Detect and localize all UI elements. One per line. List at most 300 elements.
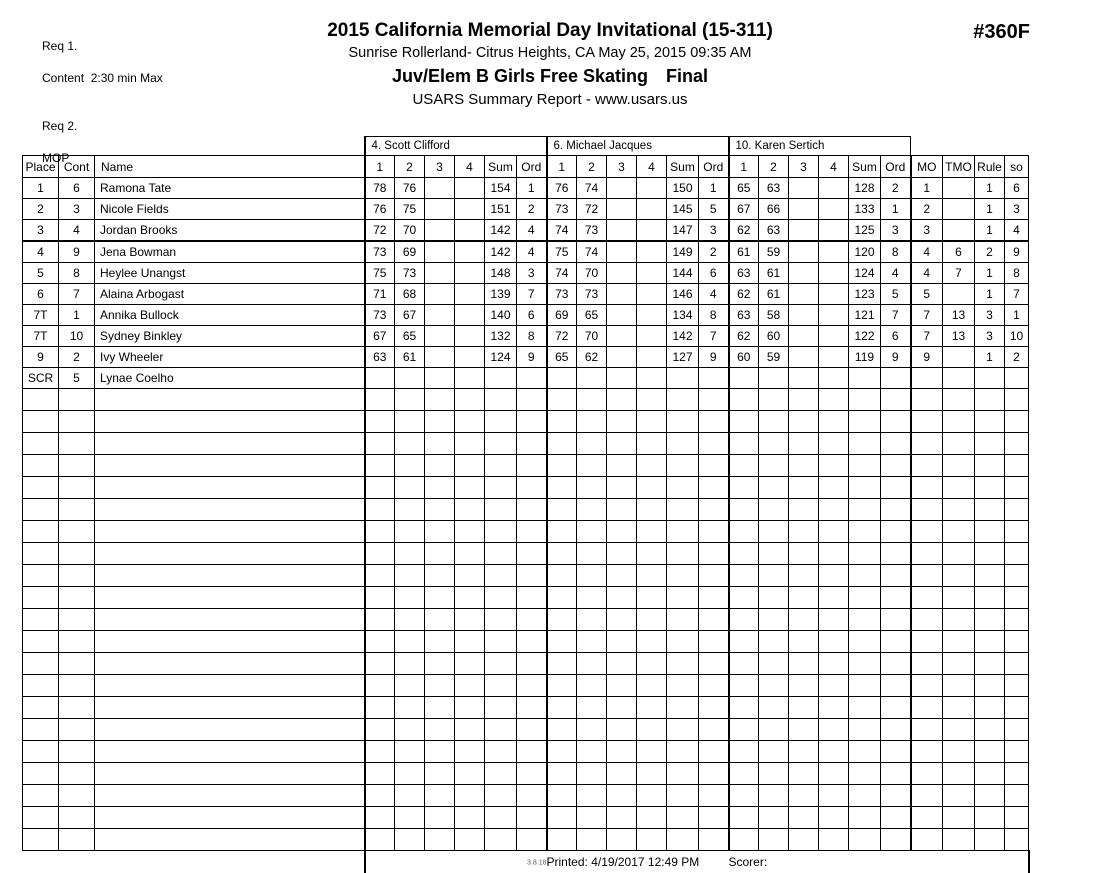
cell-empty (789, 433, 819, 455)
table-row-empty[interactable] (23, 543, 1029, 565)
cell-empty (547, 719, 577, 741)
cell-empty (637, 807, 667, 829)
cell-empty (911, 565, 943, 587)
cell-empty (425, 719, 455, 741)
cell-empty (485, 653, 517, 675)
table-row-empty[interactable] (23, 389, 1029, 411)
cell-tmo: 6 (943, 241, 975, 263)
cell-empty (759, 411, 789, 433)
cell-empty (517, 719, 547, 741)
cell-j2-sum: 134 (667, 305, 699, 326)
cell-j1-ord: 6 (517, 305, 547, 326)
cell-so: 10 (1005, 326, 1029, 347)
cell-empty (789, 609, 819, 631)
cell-empty (485, 521, 517, 543)
cell-empty (59, 631, 95, 653)
cell-empty (577, 389, 607, 411)
cell-empty (95, 565, 365, 587)
cell-empty (975, 389, 1005, 411)
cell-empty (849, 631, 881, 653)
table-row-empty[interactable] (23, 741, 1029, 763)
cell-empty (911, 411, 943, 433)
cell-empty (759, 565, 789, 587)
cell-empty (789, 477, 819, 499)
cell-rule: 1 (975, 178, 1005, 199)
cell-empty (485, 763, 517, 785)
cell-empty (975, 455, 1005, 477)
cell-empty (911, 455, 943, 477)
table-row[interactable] (23, 263, 1029, 284)
cell-j1-score2: 65 (395, 326, 425, 347)
cell-empty (699, 719, 729, 741)
cell-empty (577, 565, 607, 587)
cell-empty (1005, 389, 1029, 411)
cell-empty (729, 785, 759, 807)
cell-j2-score4 (637, 241, 667, 263)
cell-j3-score4 (819, 178, 849, 199)
cell-empty (975, 829, 1005, 851)
cell-j2-ord: 4 (699, 284, 729, 305)
header-j2-score2: 2 (577, 156, 607, 178)
cell-empty (23, 675, 59, 697)
cell-j2-score2: 72 (577, 199, 607, 220)
division-name: Juv/Elem B Girls Free Skating (392, 66, 648, 86)
cell-j2-score3 (607, 347, 637, 368)
table-row[interactable] (23, 220, 1029, 242)
cell-j3-score4 (819, 347, 849, 368)
table-row-empty[interactable] (23, 433, 1029, 455)
cell-empty (819, 389, 849, 411)
cell-empty (547, 741, 577, 763)
cell-empty (729, 389, 759, 411)
cell-empty (365, 653, 395, 675)
cell-j3-ord: 5 (881, 284, 911, 305)
cell-empty (517, 389, 547, 411)
cell-name: Heylee Unangst (95, 263, 365, 284)
cell-empty (849, 829, 881, 851)
cell-empty (637, 411, 667, 433)
cell-empty (975, 807, 1005, 829)
cell-empty (485, 411, 517, 433)
cell-empty (607, 763, 637, 785)
cell-empty (607, 741, 637, 763)
cell-empty (699, 653, 729, 675)
cell-j2-score2: 74 (577, 178, 607, 199)
cell-empty (577, 741, 607, 763)
cell-empty (819, 477, 849, 499)
cell-j2-score2: 62 (577, 347, 607, 368)
cell-empty (425, 653, 455, 675)
cell-empty (59, 587, 95, 609)
cell-j1-ord: 4 (517, 241, 547, 263)
cell-rule (975, 368, 1005, 389)
table-row[interactable] (23, 178, 1029, 199)
cell-cont: 6 (59, 178, 95, 199)
cell-empty (975, 741, 1005, 763)
cell-place: SCR (23, 368, 59, 389)
cell-empty (943, 499, 975, 521)
cell-j3-score3 (789, 347, 819, 368)
table-row-empty[interactable] (23, 609, 1029, 631)
cell-j1-score2: 70 (395, 220, 425, 242)
cell-mo: 9 (911, 347, 943, 368)
cell-j3-score3 (789, 263, 819, 284)
cell-j2-score3 (607, 220, 637, 242)
cell-empty (789, 389, 819, 411)
cell-j3-score1: 67 (729, 199, 759, 220)
cell-empty (577, 455, 607, 477)
cell-empty (1005, 829, 1029, 851)
cell-empty (59, 741, 95, 763)
cell-empty (59, 565, 95, 587)
cell-empty (911, 587, 943, 609)
cell-j3-sum: 119 (849, 347, 881, 368)
cell-empty (485, 719, 517, 741)
cell-j1-score2: 69 (395, 241, 425, 263)
cell-empty (819, 741, 849, 763)
cell-empty (517, 499, 547, 521)
table-row[interactable] (23, 368, 1029, 389)
cell-empty (485, 785, 517, 807)
cell-empty (485, 609, 517, 631)
table-row-empty[interactable] (23, 477, 1029, 499)
cell-j1-sum: 132 (485, 326, 517, 347)
cell-empty (789, 719, 819, 741)
cell-empty (943, 433, 975, 455)
table-row[interactable] (23, 199, 1029, 220)
cell-empty (455, 565, 485, 587)
cell-empty (911, 521, 943, 543)
cell-empty (637, 741, 667, 763)
cell-empty (637, 631, 667, 653)
cell-empty (729, 675, 759, 697)
venue-datetime: Sunrise Rollerland- Citrus Heights, CA May 25, 2015 09:35 AM (0, 42, 1100, 64)
cell-empty (819, 763, 849, 785)
cell-empty (365, 807, 395, 829)
cell-empty (395, 477, 425, 499)
cell-empty (789, 675, 819, 697)
cell-empty (759, 609, 789, 631)
cell-empty (943, 719, 975, 741)
cell-empty (943, 631, 975, 653)
cell-empty (577, 763, 607, 785)
cell-j3-score1: 63 (729, 305, 759, 326)
cell-empty (395, 807, 425, 829)
cell-empty (365, 763, 395, 785)
cell-empty (943, 411, 975, 433)
header-j3-score1: 1 (729, 156, 759, 178)
cell-empty (667, 785, 699, 807)
cell-empty (455, 389, 485, 411)
cell-empty (789, 631, 819, 653)
cell-empty (789, 499, 819, 521)
cell-j2-score3 (607, 263, 637, 284)
cell-empty (395, 697, 425, 719)
cell-empty (517, 697, 547, 719)
cell-empty (1005, 785, 1029, 807)
cell-mo: 7 (911, 305, 943, 326)
cell-empty (637, 389, 667, 411)
table-row-empty[interactable] (23, 521, 1029, 543)
cell-so: 2 (1005, 347, 1029, 368)
cell-empty (975, 477, 1005, 499)
cell-empty (95, 741, 365, 763)
cell-j2-score2: 73 (577, 284, 607, 305)
cell-cont: 7 (59, 284, 95, 305)
cell-j2-ord: 6 (699, 263, 729, 284)
cell-empty (699, 807, 729, 829)
cell-mo: 4 (911, 241, 943, 263)
cell-empty (517, 807, 547, 829)
cell-name: Sydney Binkley (95, 326, 365, 347)
cell-empty (395, 433, 425, 455)
cell-empty (455, 499, 485, 521)
cell-empty (365, 521, 395, 543)
cell-empty (881, 741, 911, 763)
cell-empty (975, 697, 1005, 719)
cell-empty (729, 719, 759, 741)
cell-j3-sum: 125 (849, 220, 881, 242)
cell-empty (95, 389, 365, 411)
cell-empty (819, 543, 849, 565)
cell-empty (819, 411, 849, 433)
table-row-empty[interactable] (23, 631, 1029, 653)
cell-empty (607, 807, 637, 829)
table-row[interactable] (23, 241, 1029, 263)
cell-j2-score1: 74 (547, 220, 577, 242)
cell-j3-score4 (819, 305, 849, 326)
header-j1-score3: 3 (425, 156, 455, 178)
cell-j2-ord: 9 (699, 347, 729, 368)
cell-mo: 2 (911, 199, 943, 220)
cell-empty (699, 521, 729, 543)
cell-j1-ord: 2 (517, 199, 547, 220)
cell-j1-score4 (455, 263, 485, 284)
cell-j1-score3 (425, 263, 455, 284)
cell-tmo (943, 368, 975, 389)
cell-empty (819, 631, 849, 653)
cell-empty (881, 609, 911, 631)
cell-j3-score2: 66 (759, 199, 789, 220)
cell-j1-ord: 8 (517, 326, 547, 347)
cell-j3-score3 (789, 284, 819, 305)
cell-j2-sum (667, 368, 699, 389)
cell-j2-score1: 74 (547, 263, 577, 284)
cell-empty (759, 477, 789, 499)
table-row-empty[interactable] (23, 411, 1029, 433)
cell-j2-score1: 72 (547, 326, 577, 347)
cell-j3-ord: 3 (881, 220, 911, 242)
blank-rows (23, 389, 1029, 851)
cell-j3-score4 (819, 199, 849, 220)
footer-row (23, 851, 1029, 873)
division-line (0, 64, 1100, 88)
cell-empty (395, 763, 425, 785)
table-row-empty[interactable] (23, 675, 1029, 697)
cell-empty (667, 653, 699, 675)
cell-empty (607, 631, 637, 653)
cell-empty (425, 829, 455, 851)
cell-empty (759, 807, 789, 829)
cell-empty (637, 587, 667, 609)
cell-empty (485, 455, 517, 477)
cell-so: 6 (1005, 178, 1029, 199)
cell-empty (911, 741, 943, 763)
cell-empty (1005, 499, 1029, 521)
cell-empty (547, 697, 577, 719)
cell-empty (729, 521, 759, 543)
header-j3-score3: 3 (789, 156, 819, 178)
cell-j1-score3 (425, 368, 455, 389)
cell-j3-score4 (819, 241, 849, 263)
cell-empty (455, 653, 485, 675)
cell-empty (395, 741, 425, 763)
cell-empty (911, 785, 943, 807)
cell-empty (667, 829, 699, 851)
cell-empty (23, 565, 59, 587)
cell-empty (729, 697, 759, 719)
table-row[interactable] (23, 326, 1029, 347)
header-j3-sum: Sum (849, 156, 881, 178)
cell-empty (699, 411, 729, 433)
cell-j1-ord: 9 (517, 347, 547, 368)
header-j2-sum: Sum (667, 156, 699, 178)
cell-empty (395, 389, 425, 411)
cell-empty (819, 675, 849, 697)
cell-place: 4 (23, 241, 59, 263)
judge-label: 10. Karen Sertich (729, 137, 911, 156)
cell-j3-ord (881, 368, 911, 389)
cell-j2-score3 (607, 368, 637, 389)
table-row-empty[interactable] (23, 499, 1029, 521)
requirement-text: Content 2:30 min Max (42, 71, 163, 85)
table-row[interactable] (23, 347, 1029, 368)
cell-empty (943, 741, 975, 763)
cell-j3-score2 (759, 368, 789, 389)
table-row-empty[interactable] (23, 719, 1029, 741)
cell-empty (637, 433, 667, 455)
cell-so (1005, 368, 1029, 389)
table-row-empty[interactable] (23, 829, 1029, 851)
cell-empty (789, 829, 819, 851)
cell-j1-score1: 73 (365, 241, 395, 263)
header-so: so (1005, 156, 1029, 178)
cell-cont: 8 (59, 263, 95, 284)
cell-empty (577, 697, 607, 719)
cell-j3-ord: 4 (881, 263, 911, 284)
cell-so: 3 (1005, 199, 1029, 220)
cell-empty (95, 807, 365, 829)
cell-empty (607, 433, 637, 455)
cell-empty (819, 499, 849, 521)
cell-empty (517, 433, 547, 455)
table-row[interactable] (23, 305, 1029, 326)
cell-empty (517, 609, 547, 631)
cell-empty (607, 719, 637, 741)
cell-empty (455, 411, 485, 433)
cell-j2-ord (699, 368, 729, 389)
cell-empty (637, 477, 667, 499)
cell-rule: 3 (975, 305, 1005, 326)
cell-j3-score2: 59 (759, 241, 789, 263)
cell-empty (759, 741, 789, 763)
cell-j3-sum (849, 368, 881, 389)
table-row-empty[interactable] (23, 697, 1029, 719)
table-row-empty[interactable] (23, 565, 1029, 587)
cell-j2-ord: 3 (699, 220, 729, 242)
cell-empty (365, 697, 395, 719)
cell-j2-score3 (607, 199, 637, 220)
cell-empty (699, 433, 729, 455)
cell-empty (667, 697, 699, 719)
cell-j2-sum: 145 (667, 199, 699, 220)
cell-empty (759, 697, 789, 719)
cell-j2-score2: 74 (577, 241, 607, 263)
cell-empty (577, 719, 607, 741)
table-row-empty[interactable] (23, 785, 1029, 807)
cell-empty (425, 543, 455, 565)
table-row[interactable] (23, 284, 1029, 305)
cell-j1-score4 (455, 220, 485, 242)
cell-j2-score1: 73 (547, 199, 577, 220)
cell-empty (881, 565, 911, 587)
table-row-empty[interactable] (23, 653, 1029, 675)
cell-empty (23, 829, 59, 851)
cell-empty (547, 609, 577, 631)
cell-j3-sum: 128 (849, 178, 881, 199)
cell-j1-score4 (455, 241, 485, 263)
cell-empty (59, 521, 95, 543)
judge-header-row (23, 137, 1029, 156)
table-row-empty[interactable] (23, 587, 1029, 609)
cell-empty (517, 587, 547, 609)
cell-empty (759, 587, 789, 609)
table-row-empty[interactable] (23, 455, 1029, 477)
cell-j3-score4 (819, 220, 849, 242)
cell-j1-score2 (395, 368, 425, 389)
cell-j3-score4 (819, 368, 849, 389)
cell-empty (637, 829, 667, 851)
cell-j2-score1: 76 (547, 178, 577, 199)
cell-empty (849, 521, 881, 543)
cell-empty (789, 807, 819, 829)
cell-empty (881, 455, 911, 477)
cell-empty (425, 785, 455, 807)
cell-empty (729, 499, 759, 521)
cell-j1-score4 (455, 284, 485, 305)
table-row-empty[interactable] (23, 763, 1029, 785)
cell-mo (911, 368, 943, 389)
cell-empty (849, 565, 881, 587)
cell-empty (517, 477, 547, 499)
header-j1-sum: Sum (485, 156, 517, 178)
cell-j3-ord: 1 (881, 199, 911, 220)
cell-empty (789, 411, 819, 433)
cell-j1-score3 (425, 326, 455, 347)
cell-empty (23, 477, 59, 499)
cell-empty (425, 477, 455, 499)
table-row-empty[interactable] (23, 807, 1029, 829)
cell-empty (23, 411, 59, 433)
cell-empty (485, 565, 517, 587)
cell-empty (607, 411, 637, 433)
cell-empty (759, 389, 789, 411)
cell-empty (943, 697, 975, 719)
cell-empty (819, 829, 849, 851)
cell-empty (607, 455, 637, 477)
cell-place: 2 (23, 199, 59, 220)
cell-empty (485, 675, 517, 697)
